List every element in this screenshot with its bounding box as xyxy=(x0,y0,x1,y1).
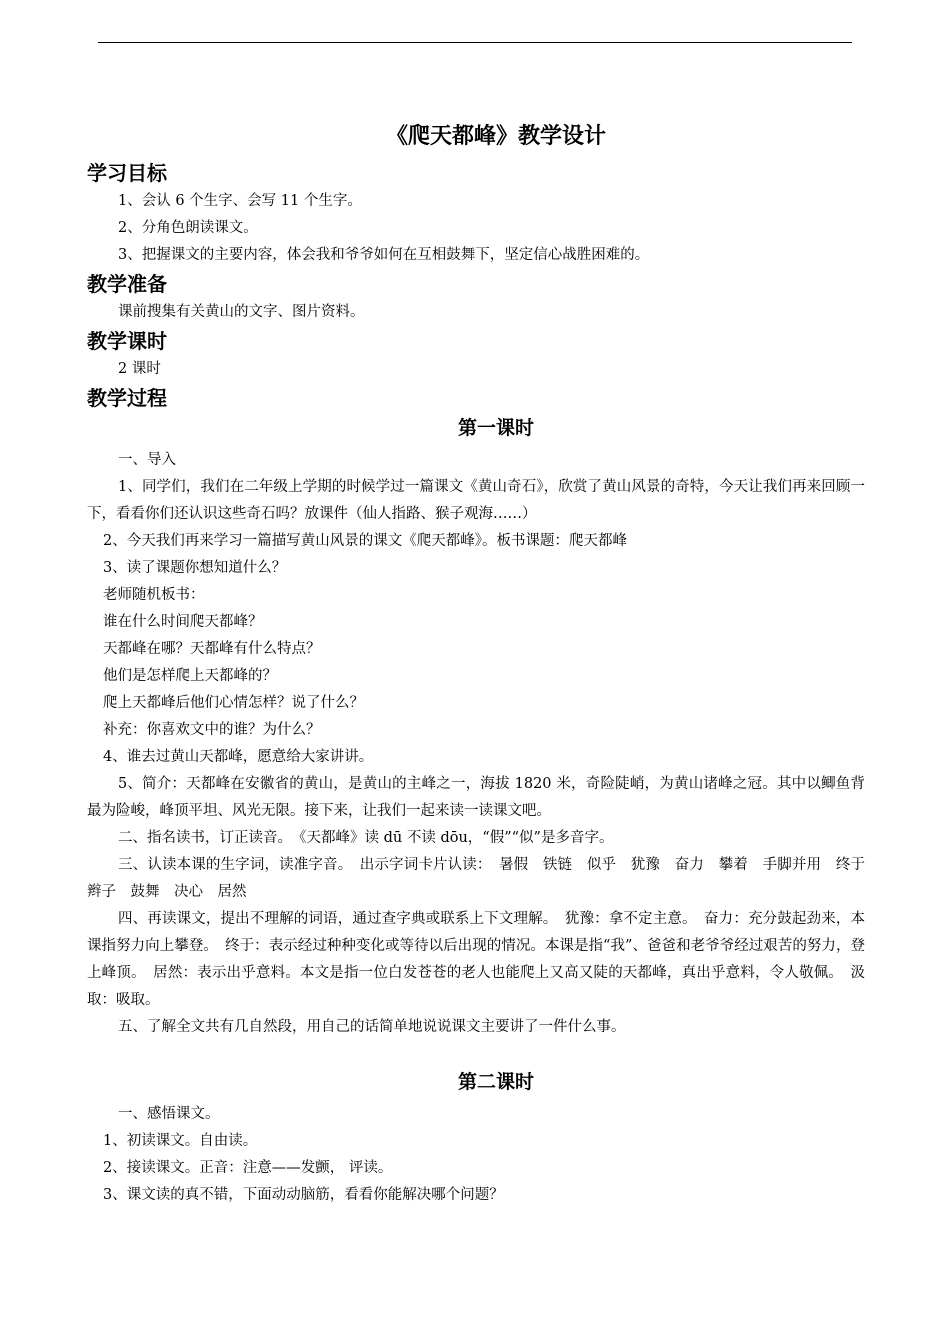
process-heading: 教学过程 xyxy=(87,386,167,410)
lesson1-paragraph: 3、读了课题你想知道什么？ xyxy=(103,560,287,576)
document-body xyxy=(87,120,880,1209)
lesson1-paragraph: 1、同学们，我们在二年级上学期的时候学过一篇课文《黄山奇石》，欣赏了黄山风景的奇特，今天让我们再来回顾一下，看看你们还认识这些奇石吗？放课件（仙人指路、猴子观海……） xyxy=(87,479,865,522)
lesson2-heading: 第二课时 xyxy=(457,1071,534,1093)
question-item: 补充：你喜欢文中的谁？为什么？ xyxy=(103,722,321,738)
lesson1-intro: 一、导入 xyxy=(118,452,176,468)
lesson1-paragraph: 二、指名读书，订正读音。 《天都峰》读 dū 不读 dōu，“假”“似”是多音字。 xyxy=(118,830,614,846)
lesson1-paragraph: 五、了解全文共有几自然段，用自己的话简单地说说课文主要讲了一件什么事。 xyxy=(118,1019,626,1035)
preparation-heading: 教学准备 xyxy=(87,272,167,296)
objective-item: 1、会认 6 个生字、会写 11 个生字。 xyxy=(118,193,362,209)
hours-text: 2 课时 xyxy=(118,361,161,377)
objective-item: 3、把握课文的主要内容，体会我和爷爷如何在互相鼓舞下，坚定信心战胜困难的。 xyxy=(118,247,650,263)
lesson1-paragraph: 四、再读课文，提出不理解的词语，通过查字典或联系上下文理解。 犹豫：拿不定主意。 奋力：充分鼓起劲来，本课指努力向上攀登。 终于：表示经过种种变化或等待以后出现的情况。本课是指“我”、爸爸和老爷爷经过艰苦的努力，登上峰顶。 居然：表示出乎意料。本文是指一位白发苍苍的老人也能爬上又高又陡的天都峰，真出乎意料，令人敬佩。 汲取：吸取。 xyxy=(87,911,865,1008)
hours-heading: 教学课时 xyxy=(87,329,167,353)
lesson1-paragraph: 5、简介：天都峰在安徽省的黄山，是黄山的主峰之一，海拔 1820 米，奇险陡峭，为黄山诸峰之冠。其中以鲫鱼背最为险峻，峰顶平坦、风光无限。接下来，让我们一起来读一读课文吧。 xyxy=(87,776,865,819)
lesson1-heading: 第一课时 xyxy=(457,417,534,439)
lesson1-paragraph: 2、今天我们再来学习一篇描写黄山风景的课文《爬天都峰》。板书课题：爬天都峰 xyxy=(103,533,627,549)
lesson2-line: 2、接读课文。正音：注意——发颤， 评读。 xyxy=(103,1160,393,1176)
lesson2-line: 3、课文读的真不错，下面动动脑筋，看看你能解决哪个问题？ xyxy=(103,1187,504,1203)
lesson1-paragraph: 三、认读本课的生字词，读准字音。 出示字词卡片认读： 暑假 铁链 似乎 犹豫 奋力 攀着 手脚并用 终于 辫子 鼓舞 决心 居然 xyxy=(87,857,880,900)
header-rule xyxy=(98,42,852,43)
lesson2-line: 一、感悟课文。 xyxy=(118,1106,220,1122)
lesson1-paragraph: 老师随机板书： xyxy=(103,587,205,603)
objective-item: 2、分角色朗读课文。 xyxy=(118,220,258,236)
question-item: 谁在什么时间爬天都峰？ xyxy=(103,614,263,630)
lesson2-line: 1、初读课文。自由读。 xyxy=(103,1133,258,1149)
lesson1-paragraph: 4、谁去过黄山天都峰，愿意给大家讲讲。 xyxy=(103,749,374,765)
question-item: 天都峰在哪？天都峰有什么特点？ xyxy=(103,641,321,657)
preparation-text: 课前搜集有关黄山的文字、图片资料。 xyxy=(118,304,365,320)
document-title: 《爬天都峰》教学设计 xyxy=(385,123,606,149)
question-item: 爬上天都峰后他们心情怎样？说了什么？ xyxy=(103,695,364,711)
question-item: 他们是怎样爬上天都峰的？ xyxy=(103,668,277,684)
objectives-heading: 学习目标 xyxy=(87,161,167,185)
